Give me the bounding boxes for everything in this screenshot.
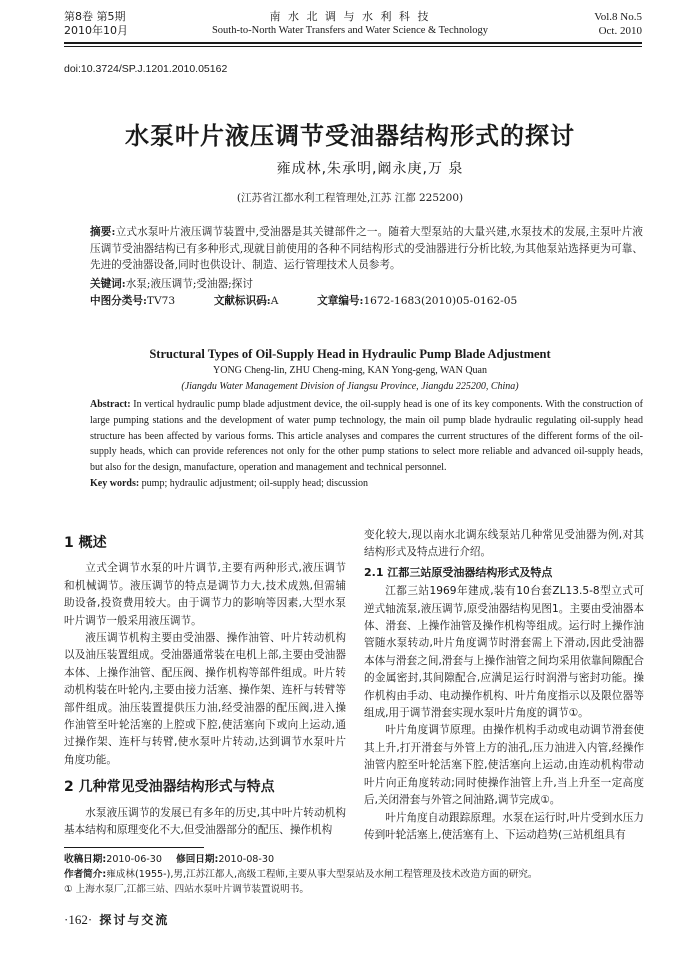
footnote-rule — [64, 847, 204, 848]
abstract-en — [90, 397, 643, 476]
right-paragraph-0: 变化较大,现以南水北调东线泵站几种常见受油器为例,对其结构形式及特点进行介绍。 — [364, 529, 644, 559]
right-paragraph-3: 叶片角度自动跟踪原理。水泵在运行时,叶片受到水压力传到叶轮活塞上,使活塞有上、下运动趋势(三站机组具有 — [364, 811, 644, 841]
header-volume-cn: 第8卷 第5期 — [64, 10, 126, 23]
article-no-label: 文章编号: — [317, 295, 364, 307]
dates-line — [64, 852, 644, 867]
classification-line — [90, 293, 643, 310]
doi: doi:10.3724/SP.J.1201.2010.05162 — [64, 63, 228, 75]
footnote-1: ① 上海水泵厂,江都三站、四站水泵叶片调节装置说明书。 — [64, 884, 309, 895]
header-volume-en: Vol.8 No.5 — [594, 11, 642, 23]
bio-text: 雍成林(1955-),男,江苏江都人,高级工程师,主要从事大型泵站及水闸工程管理及技术改造方面的研究。 — [106, 869, 538, 880]
paper-title-en: Structural Types of Oil-Supply Head in Hydraulic Pump Blade Adjustment — [149, 347, 551, 361]
section-label: 探讨与交流 — [99, 913, 170, 927]
authors-cn: 雍成林,朱承明,阚永庚,万 泉 — [276, 161, 464, 177]
left-paragraph-2: 液压调节机构主要由受油器、操作油管、叶片转动机构以及油压装置组成。受油器通常装在电机上部,主要由受油器本体、上操作油管、配压阀、操作机构等部件组成。叶片转动机构装在叶轮内,主要由接力活塞、操作架、连杆与转臂等部件组成。油压装置提供压力油,经受油器的配压阀,进入操作油管至叶轮活塞的上腔或下腔,使活塞向下或向上运动,通过操作架、连杆与转臂,使水泵叶片转动,达到调节水泵叶片角度功能。 — [64, 632, 346, 766]
header-volume-en-block — [560, 10, 642, 38]
clc-value: TV73 — [146, 295, 176, 307]
header-rule-thin — [64, 46, 642, 47]
keywords-cn-text: 水泵;液压调节;受油器;探讨 — [125, 278, 253, 290]
left-paragraph-1: 立式全调节水泵的叶片调节,主要有两种形式,液压调节和机械调节。液压调节的特点是调节力大,技术成熟,但需辅助设备,投资费用较大。由于调节力的影响等因素,大型水泵叶片调节一般采用液压调节。 — [64, 562, 346, 627]
abstract-cn — [90, 224, 643, 274]
revised-date: 2010-08-30 — [218, 854, 275, 865]
header-date-en: Oct. 2010 — [598, 25, 642, 37]
keywords-en-text: pump; hydraulic adjustment; oil-supply head; discussion — [141, 478, 369, 489]
paper-title-cn: 水泵叶片液压调节受油器结构形式的探讨 — [125, 122, 575, 150]
header-volume-block — [64, 10, 184, 38]
abstract-en-text: In vertical hydraulic pump blade adjustment device, the oil-supply head is one of its key components. With the construction of large pumping stations and the development of water pump technology, the main oil pump blade hydraulic regulating oil-supply head structure has been affected by various forms. This article analyses and compares the current structures of the different forms of the oil-supply heads, which can provide references not only for the other pump stations to select more reliable and advanced oil-supply heads, but also for the design, manufacture, operation and management and technical personnel. — [90, 399, 643, 474]
authors-en: YONG Cheng-lin, ZHU Cheng-ming, KAN Yong-geng, WAN Quan — [213, 365, 487, 376]
header-rule-thick — [64, 42, 642, 44]
abstract-en-label: Abstract: — [90, 399, 131, 410]
header-journal-block — [180, 10, 520, 38]
section-1-heading: 1 概述 — [64, 535, 107, 551]
abstract-cn-label: 摘要: — [90, 226, 116, 238]
doc-code-label: 文献标识码: — [213, 295, 271, 307]
bio-label: 作者简介: — [64, 869, 107, 880]
clc-label: 中图分类号: — [90, 295, 147, 307]
journal-name-en: South-to-North Water Transfers and Water Science & Technology — [211, 25, 489, 36]
right-paragraph-1: 江都三站1969年建成,装有10台套ZL13.5-8型立式可逆式轴流泵,液压调节,原受油器结构见图1。主要由受油器本体、滑套、上操作油管及操作机构等组成。运行时上操作油管随水泵转动,叶片角度调节时滑套需上下滑动,因此受油器本体与滑套之间,滑套与上操作油管之间均采用依靠间隙配合的金属密封,其间隙配合,应满足运行时润滑与密封功能。操作机构由手动、电动操作机构、叶片角度指示以及限位器等组成,用于调节滑套实现水泵叶片角度的调节①。 — [364, 585, 644, 720]
left-paragraph-3: 水泵液压调节的发展已有多年的历史,其中叶片转动机构基本结构和原理变化不大,但受油器部分的配压、操作机构 — [64, 806, 346, 837]
author-bio — [64, 867, 644, 882]
keywords-cn — [90, 276, 643, 293]
left-column — [64, 527, 346, 840]
doc-code-value: A — [270, 295, 279, 307]
right-paragraph-2: 叶片角度调节原理。由操作机构手动或电动调节滑套使其上升,打开滑套与外管上方的油孔,压力油进入内管,经操作油管内腔至叶轮活塞下腔,使活塞向上运动,由连动机构带动叶片向正角度转动;同时使操作油管上升,当上升至一定高度后,关闭滑套与外管之间油路,调节完成①。 — [364, 724, 644, 807]
affiliation-cn: (江苏省江都水利工程管理处,江苏 江都 225200) — [236, 192, 464, 204]
right-column — [364, 527, 644, 844]
affiliation-en: (Jiangdu Water Management Division of Jiangsu Province, Jiangdu 225200, China) — [181, 381, 519, 392]
page-number: ·162· — [64, 912, 93, 927]
keywords-cn-label: 关键词: — [90, 278, 126, 290]
header-date-cn: 2010年10月 — [64, 24, 128, 37]
footer — [64, 911, 169, 928]
revised-label: 修回日期: — [176, 854, 219, 865]
received-label: 收稿日期: — [64, 854, 107, 865]
keywords-en-label: Key words: — [90, 478, 140, 489]
footnotes — [64, 852, 644, 897]
abstract-cn-text: 立式水泵叶片液压调节装置中,受油器是其关键部件之一。随着大型泵站的大量兴建,水泵技术的发展,主泵叶片液压调节受油器结构已有多种形式,现就目前使用的各种不同结构形式的受油器进行分析比较,为其他泵站选择更为可靠、先进的受油器设备,同时也供设计、制造、运行管理技术人员参考。 — [90, 226, 643, 271]
keywords-en — [90, 476, 643, 492]
section-2-heading: 2 几种常见受油器结构形式与特点 — [64, 779, 275, 796]
article-no-value: 1672-1683(2010)05-0162-05 — [363, 295, 518, 307]
received-date: 2010-06-30 — [106, 854, 162, 865]
journal-name-cn: 南 水 北 调 与 水 利 科 技 — [269, 10, 431, 23]
section-2-1-heading: 2.1 江都三站原受油器结构形式及特点 — [364, 565, 553, 579]
